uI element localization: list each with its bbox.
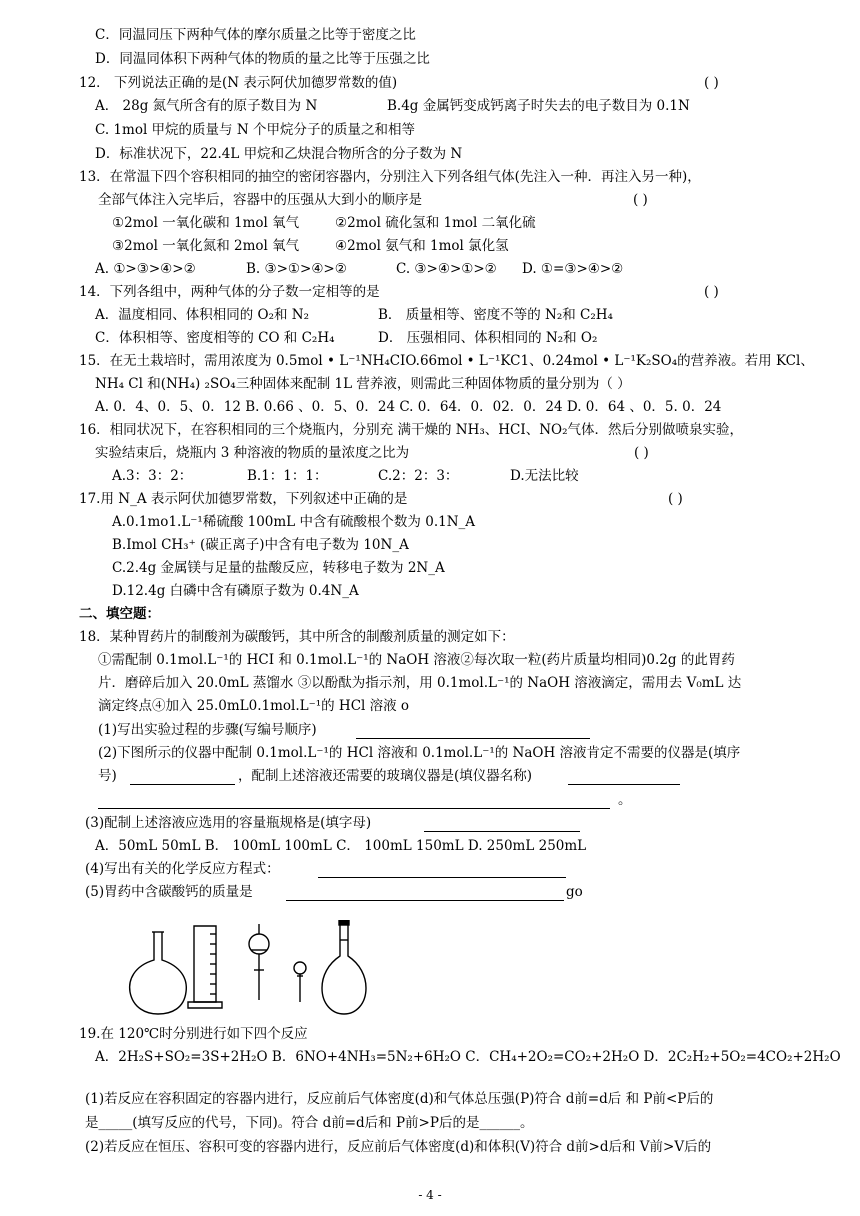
dropper-icon <box>294 962 306 1002</box>
answer-blank: ( ) <box>668 491 683 507</box>
sub-question: (3)配制上述溶液应选用的容量瓶规格是(填字母) <box>85 815 372 831</box>
question-18-stem: 片．磨碎后加入 20.0mL 蒸馏水 ③以酚酞为指示剂，用 0.1mol.L⁻¹的 NaOH 溶液滴定，需用去 V₀mL 达 <box>98 675 742 691</box>
question-15-stem: 15．在无土栽培时，需用浓度为 0.5mol • L⁻¹NH₄CIO.66mol • L⁻¹KC1、0.24mol • L⁻¹K₂SO₄的营养液。若用 KCl、 <box>79 353 814 369</box>
answer-blank: ( ) <box>633 192 648 208</box>
option-line: B.Imol CH₃⁺ (碳正离子)中含有电子数为 10N_A <box>112 537 409 553</box>
fill-blank[interactable] <box>130 770 235 785</box>
option-line: A．温度相同、体积相同的 O₂和 N₂ <box>95 307 310 323</box>
option-line: D．标准状况下，22.4L 甲烷和乙炔混合物所含的分子数为 N <box>95 146 463 162</box>
option-line: A． 28g 氮气所含有的原子数目为 N <box>95 98 318 114</box>
punctuation: 。 <box>618 792 632 808</box>
question-18-stem: ①需配制 0.1mol.L⁻¹的 HCI 和 0.1mol.L⁻¹的 NaOH 溶液②每次取一粒(药片质量均相同)0.2g 的此胃药 <box>98 652 735 668</box>
question-17-stem: 17.用 N_A 表示阿伏加德罗常数，下列叙述中正确的是 <box>79 491 408 507</box>
sub-question: 是_____(填写反应的代号，下同)。符合 d前=d后和 P前>P后的是______。 <box>85 1115 534 1131</box>
question-13-stem: 13．在常温下四个容积相同的抽空的密闭容器内，分别注入下列各组气体(先注入一种．再注入另一种)， <box>79 169 701 185</box>
answer-blank: ( ) <box>704 75 719 91</box>
list-item: ④2mol 氨气和 1mol 氯化氢 <box>335 238 509 254</box>
option-line: D.无法比较 <box>510 468 579 484</box>
volumetric-flask-icon <box>322 920 366 1014</box>
question-12-stem: 12． 下列说法正确的是(N 表示阿伏加德罗常数的值) <box>79 75 398 91</box>
option-line: D. ①=③>④>② <box>522 261 624 277</box>
option-line: A. 0．4、0．5、0．12 B. 0.66 、0．5、0．24 C. 0．64．0．02．0．24 D. 0．64 、0．5. 0．24 <box>95 399 722 415</box>
sub-question: (2)下图所示的仪器中配制 0.1mol.L⁻¹的 HCl 溶液和 0.1mol.L⁻¹的 NaOH 溶液肯定不需要的仪器是(填序 <box>98 745 741 761</box>
option-line: A．2H₂S+SO₂=3S+2H₂O B．6NO+4NH₃=5N₂+6H₂O C．CH₄+2O₂=CO₂+2H₂O D．2C₂H₂+5O₂=4CO₂+2H₂O <box>95 1049 841 1065</box>
answer-blank: ( ) <box>634 445 649 461</box>
fill-blank[interactable] <box>356 724 590 739</box>
option-line: C.2.4g 金属镁与足量的盐酸反应，转移电子数为 2N_A <box>112 560 445 576</box>
page-number: - 4 - <box>418 1188 442 1202</box>
sub-question: (1)写出实验过程的步骤(写编号顺序) <box>98 722 317 738</box>
question-13-stem: 全部气体注入完毕后，容器中的压强从大到小的顺序是 <box>98 192 422 208</box>
option-line: B.1：1：1： <box>247 468 328 484</box>
separatory-funnel-icon <box>249 924 269 1000</box>
question-14-stem: 14．下列各组中，两种气体的分子数一定相等的是 <box>79 284 380 300</box>
option-line: D.12.4g 白磷中含有磷原子数为 0.4N_A <box>112 583 359 599</box>
list-item: ②2mol 硫化氢和 1mol 二氧化硫 <box>335 215 536 231</box>
question-18-stem: 滴定终点④加入 25.0mL0.1mol.L⁻¹的 HCl 溶液 o <box>98 698 410 714</box>
round-bottom-flask-icon <box>130 932 187 1014</box>
question-16-stem: 16．相同状况下，在容积相同的三个烧瓶内，分别充 满干燥的 NH₃、HCI、NO₂气体．然后分别做喷泉实验， <box>79 422 743 438</box>
option-line: B.4g 金属钙变成钙离子时失去的电子数目为 0.1N <box>387 98 690 114</box>
fill-blank[interactable] <box>318 863 566 878</box>
option-line: C.2：2：3： <box>378 468 459 484</box>
question-19-stem: 19.在 120℃时分别进行如下四个反应 <box>79 1026 308 1042</box>
sub-question: (4)写出有关的化学反应方程式： <box>85 861 280 877</box>
fill-blank[interactable] <box>568 770 680 785</box>
sub-question: go <box>566 884 583 900</box>
question-16-stem: 实验结束后，烧瓶内 3 种溶液的物质的量浓度之比为 <box>95 445 410 461</box>
option-line: C. ③>④>①>② <box>396 261 497 277</box>
list-item: ③2mol 一氧化氮和 2mol 氧气 <box>112 238 300 254</box>
option-line: A．50mL 50mL B． 100mL 100mL C． 100mL 150mL D. 250mL 250mL <box>95 838 587 854</box>
fill-blank[interactable] <box>286 886 564 901</box>
option-line: A. ①>③>④>② <box>95 261 196 277</box>
sub-question: (1)若反应在容积固定的容器内进行，反应前后气体密度(d)和气体总压强(P)符合 d前=d后 和 P前<P后的 <box>85 1091 714 1107</box>
sub-question: (5)胃药中含碳酸钙的质量是 <box>85 884 253 900</box>
sub-question: ，配制上述溶液还需要的玻璃仪器是(填仪器名称) <box>238 768 533 784</box>
question-18-stem: 18．某种胃药片的制酸剂为碳酸钙，其中所含的制酸剂质量的测定如下： <box>79 629 515 645</box>
fill-blank[interactable] <box>424 817 580 832</box>
fill-blank[interactable] <box>98 794 610 809</box>
section-heading: 二、填空题： <box>79 606 160 622</box>
lab-apparatus-figure <box>120 920 380 1020</box>
option-line: A.3：3：2： <box>112 468 193 484</box>
option-line: D．同温同体积下两种气体的物质的量之比等于压强之比 <box>95 51 430 67</box>
option-line: C. 1mol 甲烷的质量与 N 个甲烷分子的质量之和相等 <box>95 122 415 138</box>
option-line: C．同温同压下两种气体的摩尔质量之比等于密度之比 <box>95 27 416 43</box>
sub-question: 号) <box>98 768 117 784</box>
option-line: C．体积相等、密度相等的 CO 和 C₂H₄ <box>95 330 335 346</box>
option-line: B． 质量相等、密度不等的 N₂和 C₂H₄ <box>378 307 613 323</box>
graduated-cylinder-icon <box>188 926 222 1008</box>
option-line: B. ③>①>④>② <box>246 261 347 277</box>
sub-question: (2)若反应在恒压、容积可变的容器内进行，反应前后气体密度(d)和体积(V)符合 d前>d后和 V前>V后的 <box>85 1139 712 1155</box>
list-item: ①2mol 一氧化碳和 1mol 氧气 <box>112 215 300 231</box>
option-line: D． 压强相同、体积相同的 N₂和 O₂ <box>378 330 598 346</box>
option-line: A.0.1mo1.L⁻¹稀硫酸 100mL 中含有硫酸根个数为 0.1N_A <box>112 514 476 530</box>
answer-blank: ( ) <box>704 284 719 300</box>
question-15-stem: NH₄ Cl 和(NH₄) ₂SO₄三种固体来配制 1L 营养液，则需此三种固体物质的量分别为（ ） <box>95 376 631 392</box>
